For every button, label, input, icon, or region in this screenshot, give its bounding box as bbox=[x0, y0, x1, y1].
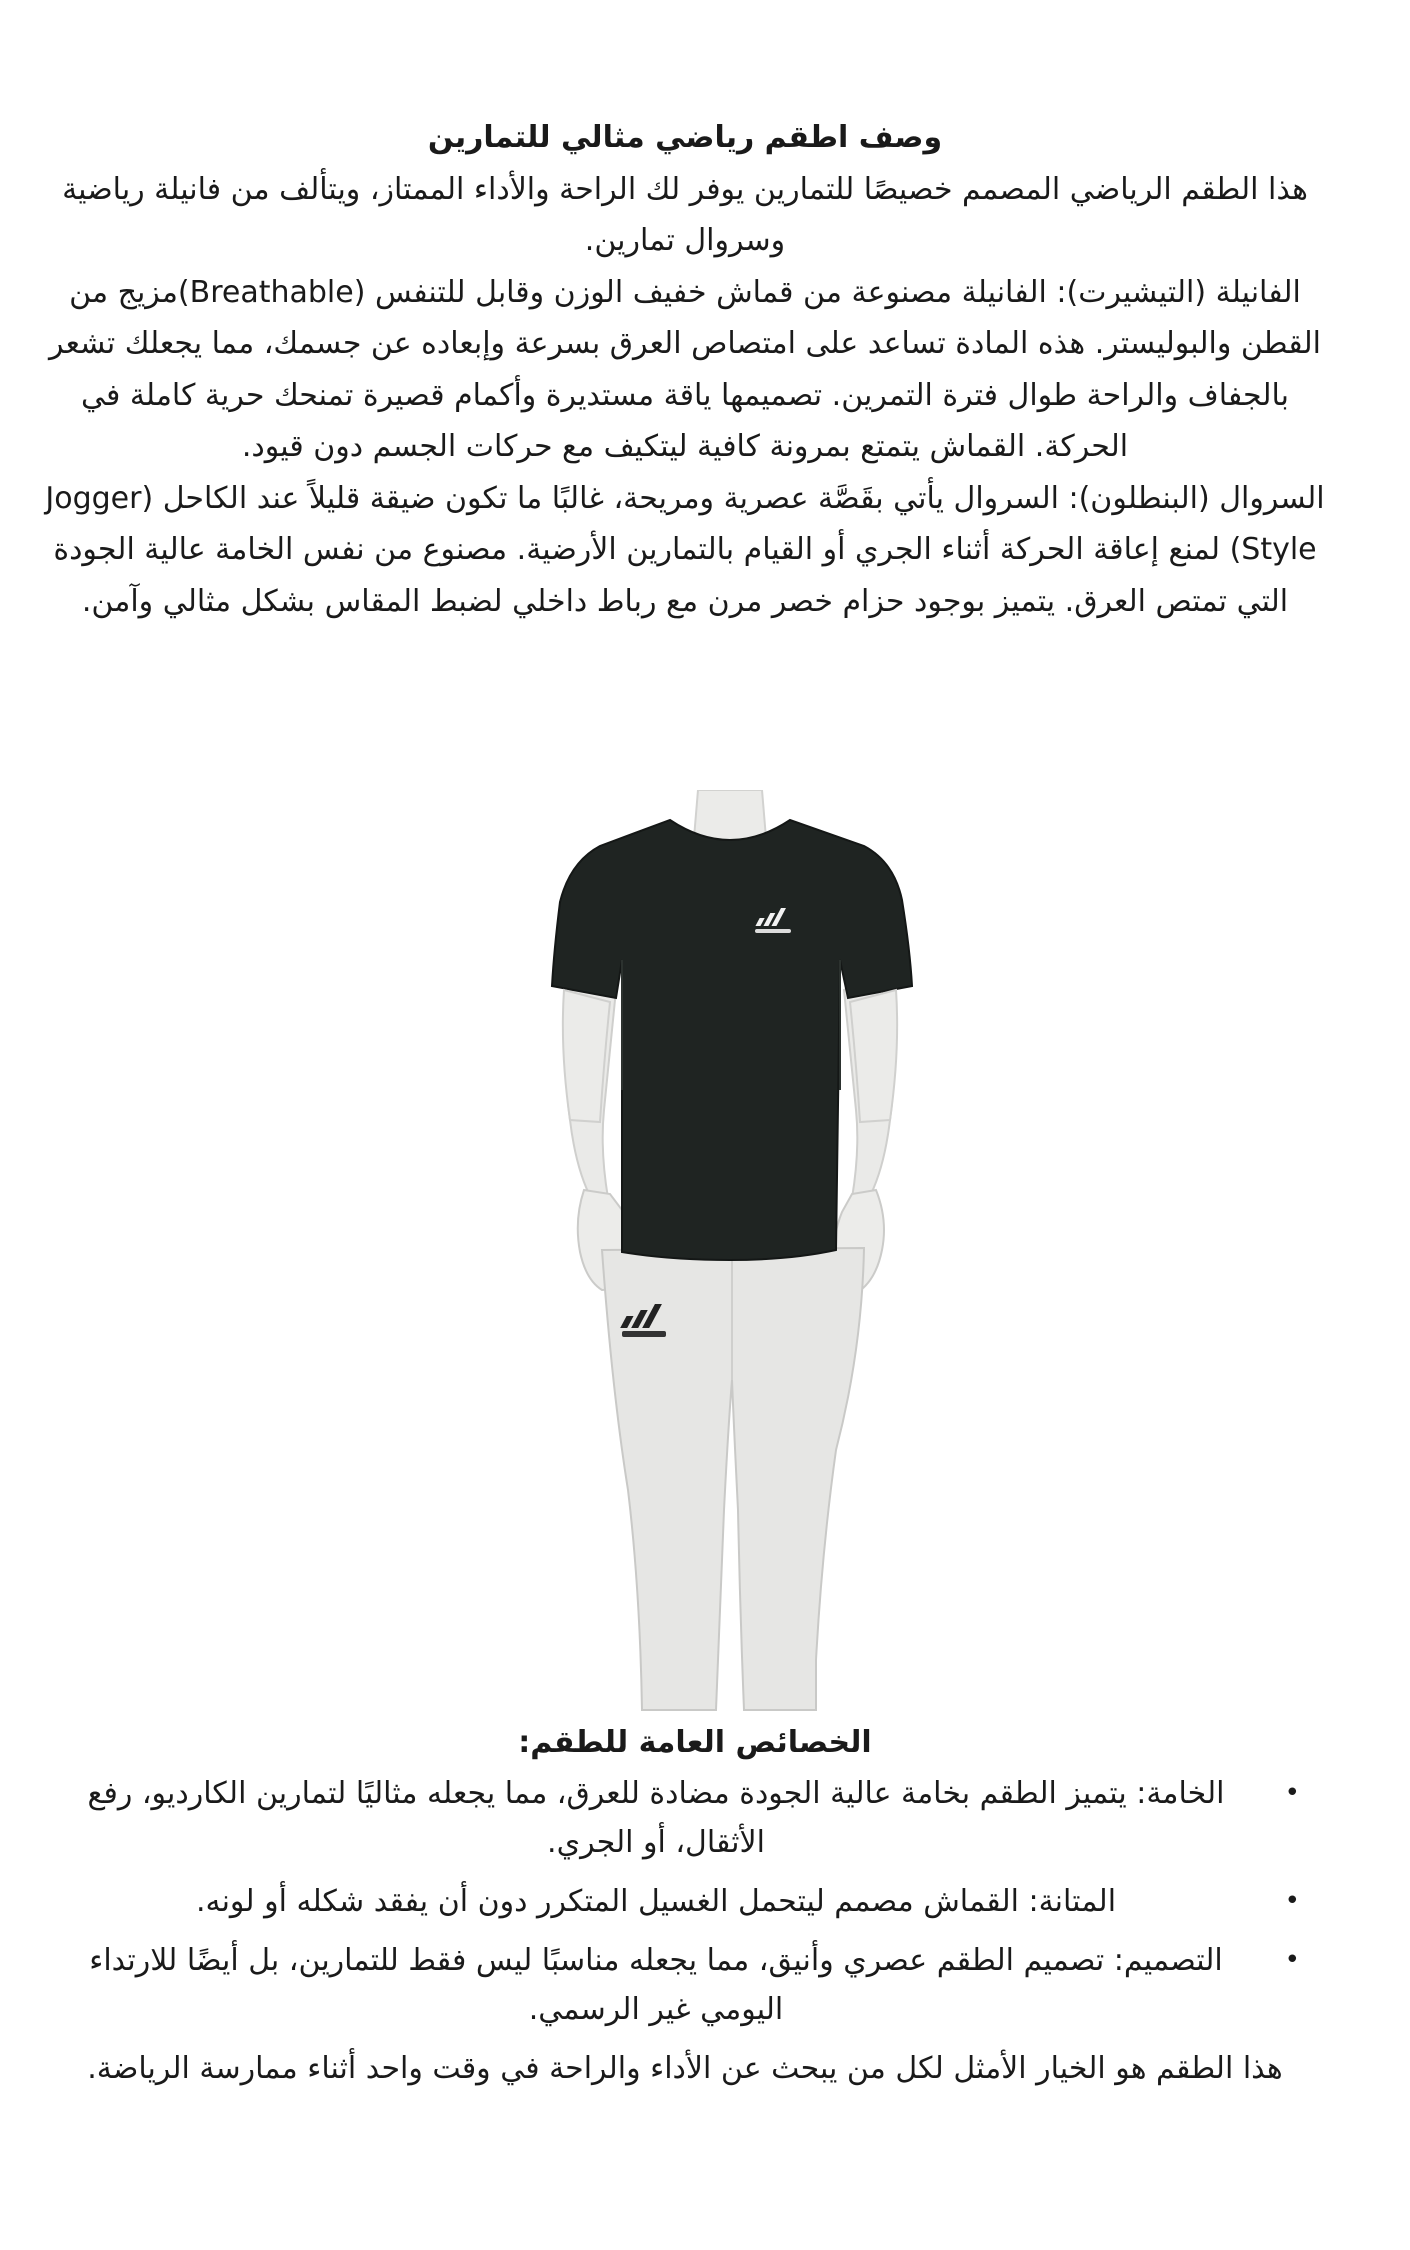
product-photo bbox=[530, 790, 930, 1720]
shirt-paragraph: الفانيلة (التيشيرت): الفانيلة مصنوعة من قماش خفيف الوزن وقابل للتنفس (Breathable)مزيج من القطن والبوليستر. هذه المادة تساعد على امتصاص العرق بسرعة وإبعاده عن جسمك، مما يجعلك تشعر بالجفاف والراحة طوال فترة التمرين. تصميمها ياقة مستديرة وأكمام قصيرة تمنحك حرية كاملة في الحركة. القماش يتمتع بمرونة كافية ليتكيف مع حركات الجسم دون قيود. bbox=[49, 274, 1321, 464]
feature-text: التصميم: تصميم الطقم عصري وأنيق، مما يجعله مناسبًا ليس فقط للتمارين، بل أيضًا للارتداء اليومي غير الرسمي. bbox=[89, 1943, 1223, 2027]
feature-item-durability bbox=[40, 1877, 1330, 1926]
bullet-icon: • bbox=[1284, 1778, 1300, 1808]
tracksuit-mannequin-image bbox=[530, 790, 930, 1720]
feature-text: المتانة: القماش مصمم ليتحمل الغسيل المتكرر دون أن يفقد شكله أو لونه. bbox=[195, 1884, 1117, 1919]
feature-item-design bbox=[40, 1936, 1330, 2034]
bullet-icon: • bbox=[1284, 1945, 1300, 1975]
features-list bbox=[40, 1769, 1330, 2034]
features-section bbox=[40, 1718, 1330, 2093]
features-title: الخصائص العامة للطقم: bbox=[518, 1725, 872, 1760]
description-section bbox=[40, 112, 1330, 627]
bullet-icon: • bbox=[1284, 1886, 1300, 1916]
document-title: وصف اطقم رياضي مثالي للتمارين bbox=[427, 120, 943, 155]
pants-paragraph: السروال (البنطلون): السروال يأتي بقَصَّة عصرية ومريحة، غالبًا ما تكون ضيقة قليلاً عند الكاحل (Jogger Style) لمنع إعاقة الحركة أثناء الجري أو القيام بالتمارين الأرضية. مصنوع من نفس الخامة عالية الجودة التي تمتص العرق. يتميز بوجود حزام خصر مرن مع رباط داخلي لضبط المقاس بشكل مثالي وآمن. bbox=[45, 480, 1325, 619]
feature-item-material bbox=[40, 1769, 1330, 1867]
feature-text: الخامة: يتميز الطقم بخامة عالية الجودة مضادة للعرق، مما يجعله مثاليًا لتمارين الكارديو، رفع الأثقال، أو الجري. bbox=[87, 1776, 1225, 1860]
intro-paragraph: هذا الطقم الرياضي المصمم خصيصًا للتمارين يوفر لك الراحة والأداء الممتاز، ويتألف من فانيلة رياضية وسروال تمارين. bbox=[62, 171, 1308, 258]
closing-paragraph: هذا الطقم هو الخيار الأمثل لكل من يبحث عن الأداء والراحة في وقت واحد أثناء ممارسة الرياضة. bbox=[87, 2051, 1283, 2086]
